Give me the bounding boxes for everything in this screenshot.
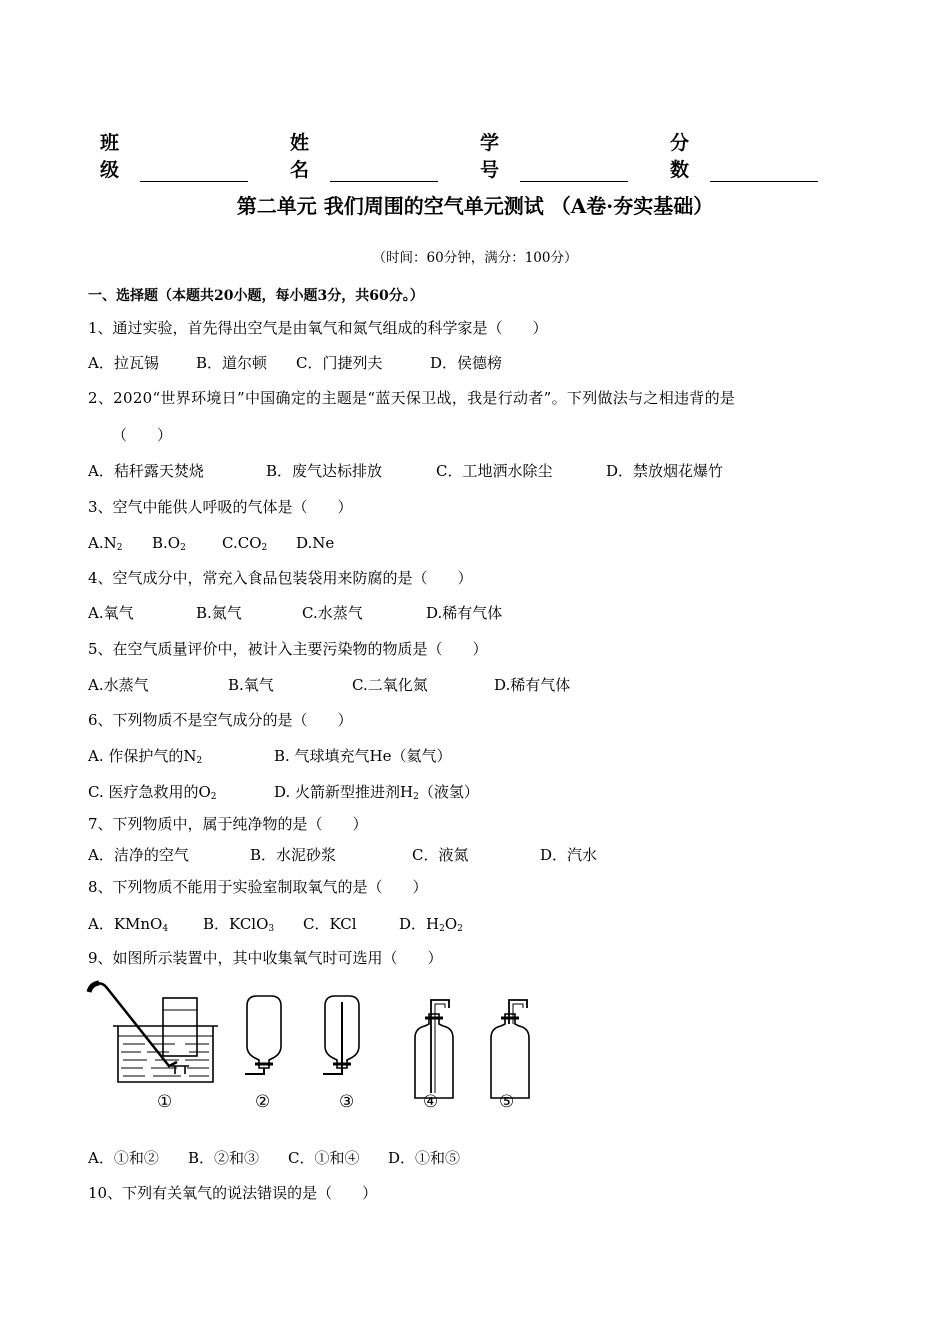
figure-label-5: ⑤ xyxy=(499,1092,515,1112)
figure-label-4: ④ xyxy=(423,1092,439,1112)
student-info-header xyxy=(100,128,860,182)
question-1-stem: 1、通过实验，首先得出空气是由氧气和氮气组成的科学家是（ ） xyxy=(88,319,548,337)
q6-option-a: A. 作保护气的$N_2$ xyxy=(88,747,203,766)
score-field xyxy=(670,128,818,182)
question-8-stem: 8、下列物质不能用于实验室制取氧气的是（ ） xyxy=(88,878,428,896)
q3-option-c: $C.CO_2$ xyxy=(222,534,268,553)
q6-option-d: D. 火箭新型推进剂$H_2$（液氢） xyxy=(274,783,479,802)
score-label: 分数 xyxy=(670,132,690,181)
name-label: 姓名 xyxy=(290,132,310,181)
class-blank[interactable] xyxy=(140,159,249,182)
id-label: 学号 xyxy=(480,132,500,181)
question-3-options xyxy=(88,533,334,558)
question-9-stem: 9、如图所示装置中，其中收集氧气时可选用（ ） xyxy=(88,949,443,967)
q1-option-b: B．道尔顿 xyxy=(196,354,268,372)
apparatus-1-water-trough xyxy=(89,983,218,1082)
page-subtitle: （时间：60分钟，满分：100分） xyxy=(372,250,578,266)
question-6-options-ab xyxy=(88,746,452,771)
question-10-stem: 10、下列有关氧气的说法错误的是（ ） xyxy=(88,1184,378,1202)
question-5-stem: 5、在空气质量评价中，被计入主要污染物的物质是（ ） xyxy=(88,640,488,658)
question-4-stem: 4、空气成分中，常充入食品包装袋用来防腐的是（ ） xyxy=(88,569,473,587)
apparatus-4-bottle xyxy=(415,1000,453,1098)
score-blank[interactable] xyxy=(710,159,819,182)
question-2-options xyxy=(88,461,723,481)
q3-option-d: D.Ne xyxy=(296,534,335,552)
question-4-options xyxy=(88,603,502,623)
q5-option-c: C.二氧化氮 xyxy=(352,676,428,694)
apparatus-5-bottle xyxy=(491,1000,529,1098)
id-blank[interactable] xyxy=(520,159,629,182)
name-field xyxy=(290,128,438,182)
q1-option-a: A．拉瓦锡 xyxy=(88,354,159,372)
q8-option-c: C．KCl xyxy=(303,915,357,933)
q2-option-a: A．秸秆露天焚烧 xyxy=(88,462,204,480)
question-7-stem: 7、下列物质中，属于纯净物的是（ ） xyxy=(88,815,368,833)
q9-option-b: B．②和③ xyxy=(188,1149,260,1167)
q8-option-b: B．KClO$_3$ xyxy=(203,915,275,934)
question-8-options xyxy=(88,914,463,939)
page-title: 第二单元 我们周围的空气单元测试 （A卷·夯实基础） xyxy=(236,194,714,218)
q1-option-d: D．侯德榜 xyxy=(430,354,503,372)
q4-option-c: C.水蒸气 xyxy=(302,604,363,622)
question-3-stem: 3、空气中能供人呼吸的气体是（ ） xyxy=(88,498,353,516)
gas-collection-apparatus-figure xyxy=(85,978,545,1118)
question-9-options xyxy=(88,1148,460,1168)
q5-option-d: D.稀有气体 xyxy=(494,676,571,694)
q7-option-d: D．汽水 xyxy=(540,846,598,864)
question-5-options xyxy=(88,675,570,695)
q7-option-c: C．液氮 xyxy=(412,846,469,864)
question-6-options-cd xyxy=(88,782,479,807)
apparatus-diagram xyxy=(85,978,545,1118)
q1-option-c: C．门捷列夫 xyxy=(296,354,383,372)
q4-option-b: B.氮气 xyxy=(196,604,242,622)
question-7-options xyxy=(88,845,597,865)
q4-option-a: A.氧气 xyxy=(88,604,134,622)
q7-option-b: B．水泥砂浆 xyxy=(250,846,337,864)
section-heading: 一、选择题（本题共20小题，每小题3分，共60分。） xyxy=(88,288,424,304)
figure-label-3: ③ xyxy=(339,1092,355,1112)
q4-option-d: D.稀有气体 xyxy=(426,604,503,622)
q2-option-b: B．废气达标排放 xyxy=(266,462,383,480)
name-blank[interactable] xyxy=(330,159,439,182)
apparatus-2-bottle xyxy=(245,996,281,1074)
question-1-options xyxy=(88,353,502,373)
figure-label-2: ② xyxy=(255,1092,271,1112)
class-label: 班级 xyxy=(100,132,120,181)
class-field xyxy=(100,128,248,182)
q2-option-c: C．工地洒水除尘 xyxy=(436,462,553,480)
q3-option-a: $A.N_2$ xyxy=(88,534,123,553)
figure-label-1: ① xyxy=(157,1092,173,1112)
q8-option-d: D．$H_2O_2$ xyxy=(399,915,463,934)
q2-option-d: D．禁放烟花爆竹 xyxy=(606,462,724,480)
q9-option-a: A．①和② xyxy=(88,1149,159,1167)
question-2-stem: 2、2020“世界环境日”中国确定的主题是“蓝天保卫战，我是行动者”。下列做法与之相违背的是 xyxy=(88,389,736,407)
q6-option-b: B. 气球填充气He（氦气） xyxy=(274,747,452,765)
q9-option-c: C．①和④ xyxy=(288,1149,360,1167)
q9-option-d: D．①和⑤ xyxy=(388,1149,461,1167)
q3-option-b: $B.O_2$ xyxy=(152,534,186,553)
question-2-paren: （ ） xyxy=(112,426,173,444)
question-6-stem: 6、下列物质不是空气成分的是（ ） xyxy=(88,711,353,729)
q5-option-b: B.氧气 xyxy=(228,676,274,694)
apparatus-3-bottle xyxy=(323,996,359,1074)
q7-option-a: A．洁净的空气 xyxy=(88,846,189,864)
q5-option-a: A.水蒸气 xyxy=(88,676,149,694)
q8-option-a: A．KMnO$_4$ xyxy=(88,915,169,934)
id-field xyxy=(480,128,628,182)
q6-option-c: C. 医疗急救用的$O_2$ xyxy=(88,783,217,802)
